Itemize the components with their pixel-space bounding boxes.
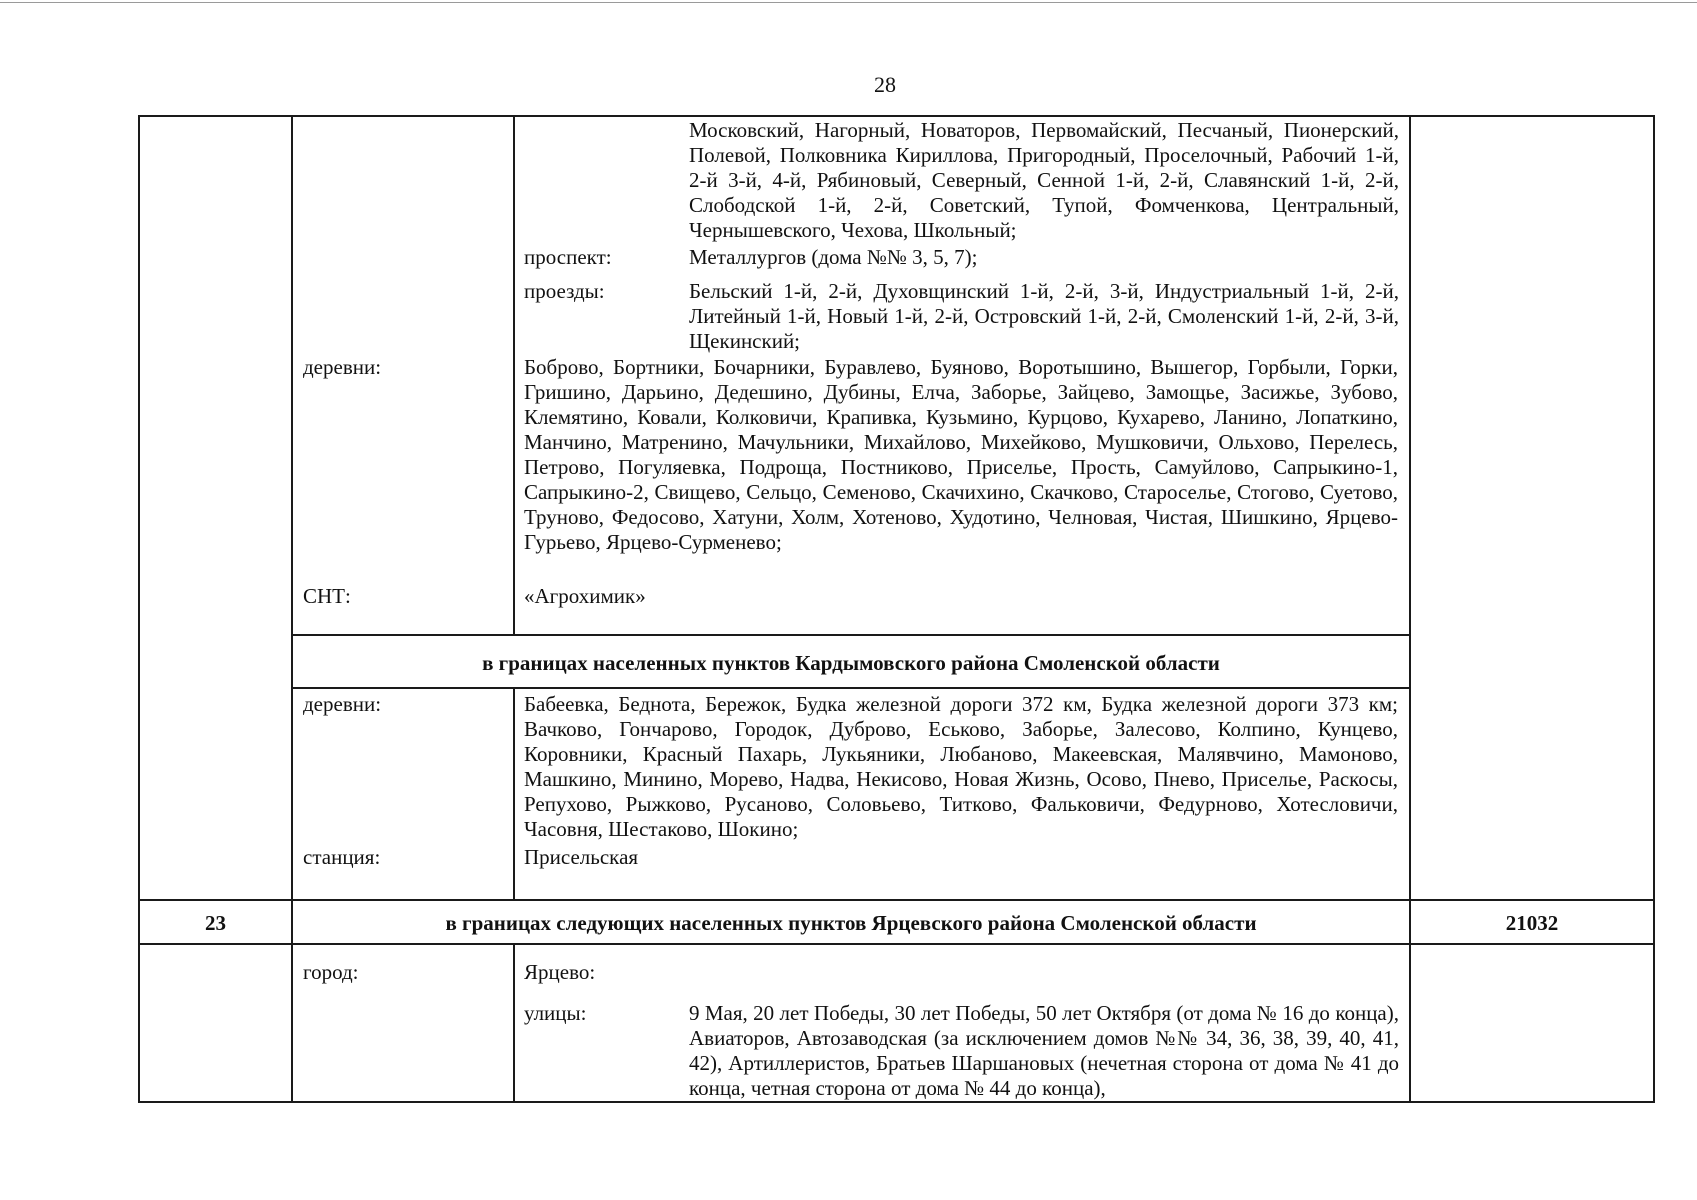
row-line-23-bottom <box>138 943 1655 945</box>
column-divider-labels-lower <box>513 944 515 1103</box>
station-label: станция: <box>303 845 381 869</box>
prospect-label: проспект: <box>524 245 612 269</box>
row-23-voter-count: 21032 <box>1505 911 1559 935</box>
column-divider-number <box>291 115 293 1103</box>
city-name: Ярцево: <box>524 960 596 984</box>
city-label: город: <box>303 960 359 984</box>
column-divider-labels-upper <box>513 115 515 635</box>
yartsevo-streets-label: улицы: <box>524 1001 587 1025</box>
kardymovo-heading: в границах населенных пунктов Кардымовского района Смоленской области <box>482 651 1220 675</box>
table-border-right <box>1653 115 1655 1103</box>
streets-list-continued: Московский, Нагорный, Новаторов, Первомайский, Песчаный, Пионерский, Полевой, Полковника Кириллова, Пригородный, Проселочный, Рабочий 1-й, 2-й 3-й, 4-й, Рябиновый, Северный, Сенной 1-й, 2-й, Славянский 1-й, 2-й, Слободской 1-й, 2-й, Советский, Тупой, Фомченкова, Центральный, Чернышевского, Чехова, Школьный; <box>689 118 1399 242</box>
passages-label: проезды: <box>524 279 605 303</box>
kardymovo-villages-value: Бабеевка, Беднота, Бережок, Будка железной дороги 372 км, Будка железной дороги 373 км; Вачково, Гончарово, Городок, Дуброво, Еськово, Заборье, Залесово, Колпино, Кунцево, Коровники, Красный Пахарь, Лукьяники, Любаново, Макеевская, Малявчино, Мамоново, Машкино, Минино, Морево, Надва, Некисово, Новая Жизнь, Осово, Пнево, Приселье, Раскосы, Репухово, Рыжково, Русаново, Соловьево, Титково, Фальковичи, Федурново, Хотесловичи, Часовня, Шестаково, Шокино; <box>524 692 1398 841</box>
table-border-left <box>138 115 140 1103</box>
row-line-kardymovo-top <box>291 634 1411 636</box>
scan-edge-line <box>0 2 1697 3</box>
yartsevo-streets-value: 9 Мая, 20 лет Победы, 30 лет Победы, 50 лет Октября (от дома № 16 до конца), Авиаторов, Автозаводская (за исключением домов №№ 34, 36, 38, 39, 40, 41, 42), Артиллеристов, Братьев Шаршановых (нечетная сторона от дома № 41 до конца, четная сторона от дома № 44 до конца), <box>689 1001 1399 1100</box>
page-number: 28 <box>874 72 896 97</box>
table-border-bottom <box>138 1101 1655 1103</box>
row-line-kardymovo-bottom <box>291 687 1411 689</box>
snt-label: СНТ: <box>303 584 351 608</box>
snt-value: «Агрохимик» <box>524 584 646 608</box>
row-line-23-top <box>138 899 1655 901</box>
passages-value: Бельский 1-й, 2-й, Духовщинский 1-й, 2-й, 3-й, Индустриальный 1-й, 2-й, Литейный 1-й, Новый 1-й, 2-й, Островский 1-й, 2-й, Смоленский 1-й, 2-й, 3-й, Щекинский; <box>689 279 1399 353</box>
villages-label: деревни: <box>303 355 382 379</box>
station-value: Присельская <box>524 845 639 869</box>
prospect-value: Металлургов (дома №№ 3, 5, 7); <box>689 245 978 269</box>
row-23-number: 23 <box>205 911 226 935</box>
yartsevo-heading: в границах следующих населенных пунктов Ярцевского района Смоленской области <box>445 911 1257 935</box>
column-divider-labels-middle <box>513 688 515 900</box>
column-divider-count <box>1409 115 1411 1103</box>
kardymovo-villages-label: деревни: <box>303 692 382 716</box>
table-border-top <box>138 115 1655 117</box>
villages-value: Боброво, Бортники, Бочарники, Буравлево, Буяново, Воротышино, Вышегор, Горбыли, Горки, Гришино, Дарьино, Дедешино, Дубины, Елча, Заборье, Зайцево, Замощье, Засижье, Зубово, Клемятино, Ковали, Колковичи, Крапивка, Кузьмино, Курцово, Кухарево, Ланино, Лопаткино, Манчино, Матренино, Мачульники, Михайлово, Михейково, Мушковичи, Ольхово, Перелесь, Петрово, Погуляевка, Подроща, Постниково, Приселье, Прость, Самуйлово, Сапрыкино-1, Сапрыкино-2, Свищево, Сельцо, Семеново, Скачихино, Скачково, Староселье, Стогово, Суетово, Труново, Федосово, Хатуни, Холм, Хотеново, Худотино, Челновая, Чистая, Шишкино, Ярцево-Гурьево, Ярцево-Сурменево; <box>524 355 1398 554</box>
